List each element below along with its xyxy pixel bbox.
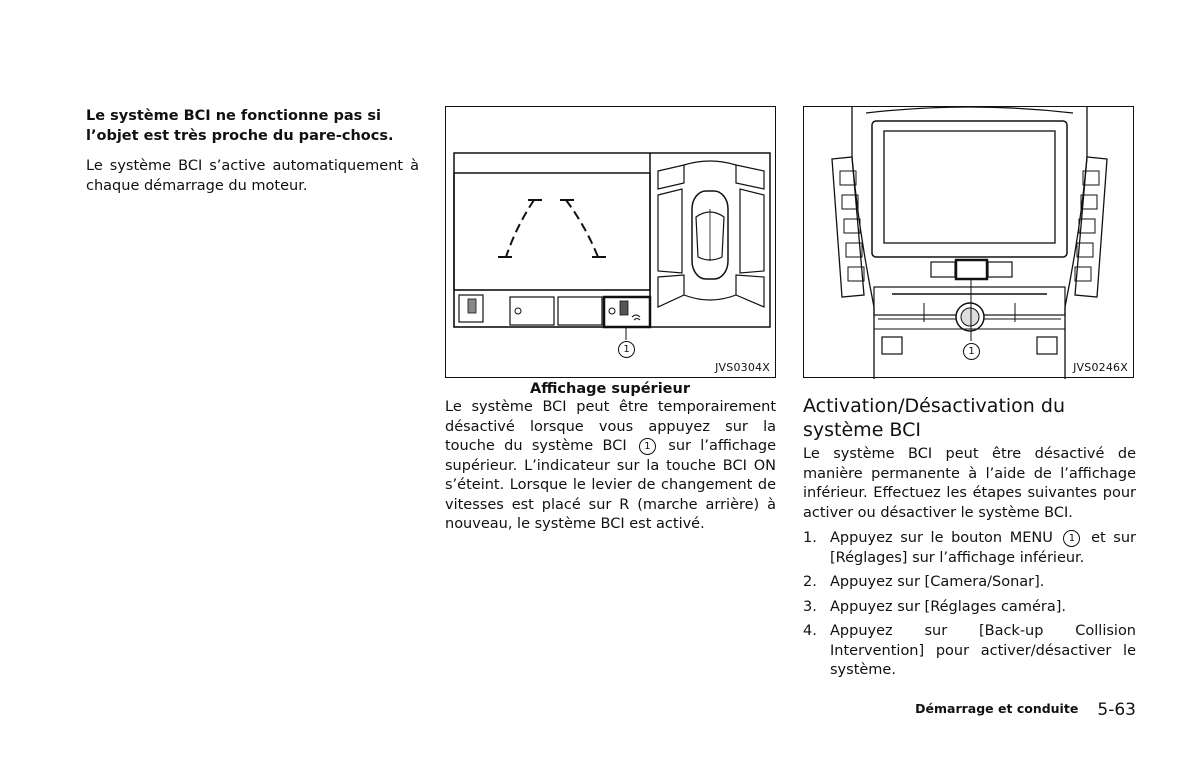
step-text: Appuyez sur [Réglages caméra]. — [830, 598, 1066, 615]
step-number: 1. — [803, 530, 817, 546]
middle-column — [445, 398, 776, 535]
page-number: 5-63 — [1097, 700, 1136, 720]
step-text: Appuyez sur [Back-up Collision Intervention] pour activer/désactiver le système. — [830, 623, 1136, 678]
upper-display-illustration — [446, 107, 777, 379]
step-number: 4. — [803, 623, 817, 639]
right-column — [803, 394, 1136, 686]
callout-1: 1 — [618, 341, 635, 358]
figure-caption: Affichage supérieur — [530, 381, 690, 397]
permanent-deactivation-text: Le système BCI peut être désactivé de manière permanente à l’aide de l’affichage inférieur. Effectuez les étapes suivantes pour activer ou désactiver le système BCI. — [803, 446, 1136, 521]
step-number: 3. — [803, 598, 817, 615]
list-item — [803, 573, 1136, 593]
steps-list — [803, 529, 1136, 681]
callout-1: 1 — [963, 343, 980, 360]
step-number: 2. — [803, 574, 817, 590]
figure-code: JVS0304X — [715, 361, 770, 374]
list-item — [803, 622, 1136, 681]
figure-code: JVS0246X — [1073, 361, 1128, 374]
temporary-deactivation-text — [445, 398, 776, 535]
text-part: sur l’affichage supérieur. L’indicateur sur la touche BCI ON s’éteint. Lorsque le levier de changement de vitesses est placé sur R (marche arrière) à nouveau, le système BCI est activé. — [445, 438, 777, 532]
callout-1: 1 — [639, 438, 656, 455]
list-item — [803, 598, 1136, 618]
auto-activation-text: Le système BCI s’active automatiquement à chaque démarrage du moteur. — [86, 158, 419, 194]
figure-center-console — [803, 106, 1134, 378]
warning-note: Le système BCI ne fonctionne pas si l’objet est très proche du pare-chocs. — [86, 108, 394, 144]
section-name: Démarrage et conduite — [915, 701, 1079, 716]
figure-upper-display — [445, 106, 776, 378]
center-console-illustration — [804, 107, 1135, 379]
list-item — [803, 529, 1136, 568]
text-part: Le système BCI peut être temporairement désactivé lorsque vous appuyez sur la touche du système BCI — [445, 399, 776, 454]
step-text: et sur [Réglages] sur l’affichage inférieur. — [830, 530, 1136, 566]
callout-1: 1 — [1063, 530, 1080, 547]
left-column — [86, 106, 419, 196]
step-text: Appuyez sur le bouton MENU — [830, 530, 1053, 546]
page-footer — [915, 700, 1136, 720]
step-text: Appuyez sur [Camera/Sonar]. — [830, 574, 1045, 590]
section-heading: Activation/Désactivation du système BCI — [803, 395, 1065, 441]
